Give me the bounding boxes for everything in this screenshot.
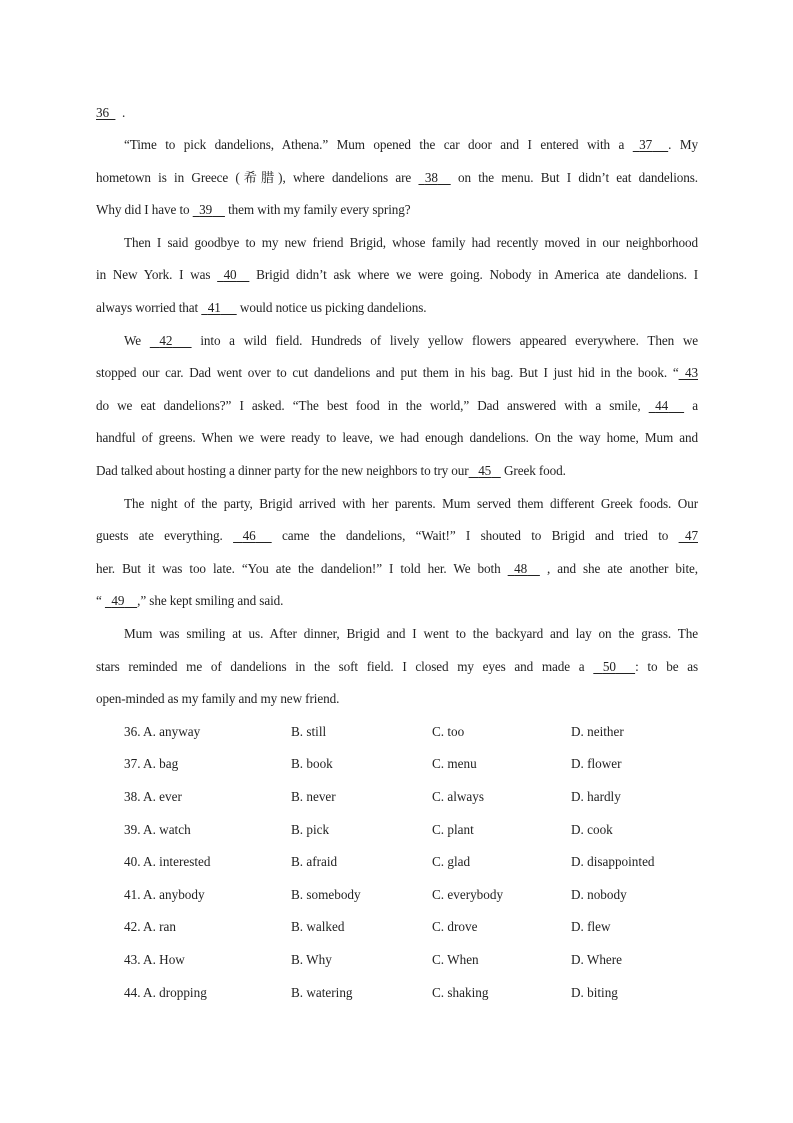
option-c: C. When (432, 952, 479, 967)
option-c: C. plant (432, 822, 474, 837)
passage-text: handful of greens. When we were ready to leave, we had enough dandelions. On the way home, Mum and (96, 430, 698, 445)
blank-number: 41 (207, 300, 221, 315)
option-b: B. pick (291, 822, 330, 837)
passage-text: The night of the party, Brigid arrived with her parents. Mum served them different Greek foods. Our (124, 496, 698, 511)
passage-line (124, 332, 698, 350)
option-a: 43. A. How (124, 952, 185, 967)
blank-48 (508, 560, 540, 578)
blank-47 (679, 527, 698, 545)
option-a: 38. A. ever (124, 789, 182, 804)
blank-37 (633, 136, 668, 154)
blank-44 (649, 397, 684, 415)
passage-text: Brigid didn’t ask where we were going. Nobody in America ate dandelions. I (249, 267, 698, 282)
passage-line (96, 560, 698, 578)
passage-line (124, 136, 698, 154)
blank-number: 38 (424, 170, 438, 185)
passage-text: into a wild field. Hundreds of lively yellow flowers appeared everywhere. Then we (191, 333, 698, 348)
option-b: B. walked (291, 919, 345, 934)
passage-line (96, 169, 698, 187)
option-b: B. somebody (291, 887, 361, 902)
passage-text: would notice us picking dandelions. (236, 300, 427, 315)
option-a: 44. A. dropping (124, 985, 207, 1000)
passage-text: always worried that (96, 300, 202, 315)
blank-36 (96, 104, 122, 122)
option-b: B. afraid (291, 854, 338, 869)
option-d: D. cook (571, 822, 613, 837)
blank-number: 40 (223, 267, 237, 282)
option-c: C. everybody (432, 887, 504, 902)
passage-text: her. But it was too late. “You ate the dandelion!” I told her. We both (96, 561, 508, 576)
option-d: D. disappointed (571, 854, 655, 869)
blank-46 (233, 527, 272, 545)
blank-49 (105, 592, 137, 610)
passage-text: . My (668, 137, 698, 152)
passage-line (96, 299, 698, 317)
passage-line (96, 690, 698, 708)
option-d: D. flower (571, 756, 622, 771)
passage-line (96, 397, 698, 415)
passage-line (96, 592, 698, 610)
passage-line (124, 625, 698, 643)
blank-number: 42 (159, 333, 173, 348)
blank-41 (201, 299, 236, 317)
passage-line (96, 364, 698, 382)
passage-text: We (124, 333, 150, 348)
passage-text: stars reminded me of dandelions in the soft field. I closed my eyes and made a (96, 659, 594, 674)
option-a: 42. A. ran (124, 919, 177, 934)
blank-number: 49 (111, 593, 125, 608)
passage-text: “ (96, 593, 105, 608)
option-a: 40. A. interested (124, 854, 211, 869)
passage-line (96, 266, 698, 284)
passage-text: ,” she kept smiling and said. (137, 593, 284, 608)
passage-line (96, 462, 698, 480)
passage-text: guests ate everything. (96, 528, 234, 543)
passage-line (96, 658, 698, 676)
blank-39 (193, 201, 225, 219)
option-d: D. neither (571, 724, 624, 739)
passage-text: a (684, 398, 698, 413)
option-b: B. Why (291, 952, 332, 967)
passage-text: “Time to pick dandelions, Athena.” Mum opened the car door and I entered with a (124, 137, 633, 152)
passage-line (124, 234, 698, 252)
passage-line (124, 495, 698, 513)
passage-text: : to be as (635, 659, 698, 674)
blank-number: 43 (685, 365, 698, 380)
passage-text: Greek food. (500, 463, 566, 478)
passage-line (96, 104, 698, 122)
blank-number: 39 (199, 202, 213, 217)
blank-number: 48 (514, 561, 528, 576)
blank-number: 46 (242, 528, 256, 543)
passage-line (96, 201, 698, 219)
option-c: C. glad (432, 854, 471, 869)
option-c: C. always (432, 789, 485, 804)
option-c: C. shaking (432, 985, 489, 1000)
blank-number: 44 (655, 398, 669, 413)
passage-line (96, 527, 698, 545)
passage-text: do we eat dandelions?” I asked. “The best food in the world,” Dad answered with a smile, (96, 398, 649, 413)
blank-45 (469, 462, 501, 480)
blank-number: 47 (685, 528, 698, 543)
blank-number: 50 (602, 659, 616, 674)
option-b: B. watering (291, 985, 353, 1000)
passage-text: open-minded as my family and my new friend. (96, 691, 340, 706)
blank-40 (217, 266, 249, 284)
option-c: C. too (432, 724, 465, 739)
option-a: 37. A. bag (124, 756, 179, 771)
option-d: D. Where (571, 952, 623, 967)
option-b: B. never (291, 789, 336, 804)
blank-43 (679, 364, 698, 382)
option-d: D. flew (571, 919, 611, 934)
blank-number: 45 (478, 463, 492, 478)
passage-text: came the dandelions, “Wait!” I shouted to Brigid and tried to (271, 528, 679, 543)
blank-number: 37 (639, 137, 653, 152)
option-a: 36. A. anyway (124, 724, 201, 739)
passage-text: on the menu. But I didn’t eat dandelions. (450, 170, 698, 185)
option-d: D. nobody (571, 887, 627, 902)
passage-line (96, 429, 698, 447)
passage-text: them with my family every spring? (224, 202, 411, 217)
passage-text: Mum was smiling at us. After dinner, Brigid and I went to the backyard and lay on the grass. The (124, 626, 698, 641)
option-d: D. hardly (571, 789, 621, 804)
blank-number: 36 (96, 105, 109, 120)
passage-text: Dad talked about hosting a dinner party for the new neighbors to try our (96, 463, 469, 478)
passage-text: Then I said goodbye to my new friend Brigid, whose family had recently moved in our neighborhood (124, 235, 698, 250)
option-a: 39. A. watch (124, 822, 191, 837)
passage-text: , and she ate another bite, (539, 561, 698, 576)
option-b: B. still (291, 724, 327, 739)
option-a: 41. A. anybody (124, 887, 205, 902)
passage-text: Why did I have to (96, 202, 193, 217)
option-d: D. biting (571, 985, 618, 1000)
passage-text: . (122, 105, 126, 120)
option-b: B. book (291, 756, 333, 771)
option-c: C. menu (432, 756, 477, 771)
passage-text: in New York. I was (96, 267, 218, 282)
passage-text: stopped our car. Dad went over to cut dandelions and put them in his bag. But I just hid in the book. “ (96, 365, 679, 380)
option-c: C. drove (432, 919, 478, 934)
blank-38 (418, 169, 450, 187)
blank-50 (593, 658, 635, 676)
blank-42 (150, 332, 192, 350)
passage-text: hometown is in Greece (希腊), where dandelions are (96, 170, 419, 185)
